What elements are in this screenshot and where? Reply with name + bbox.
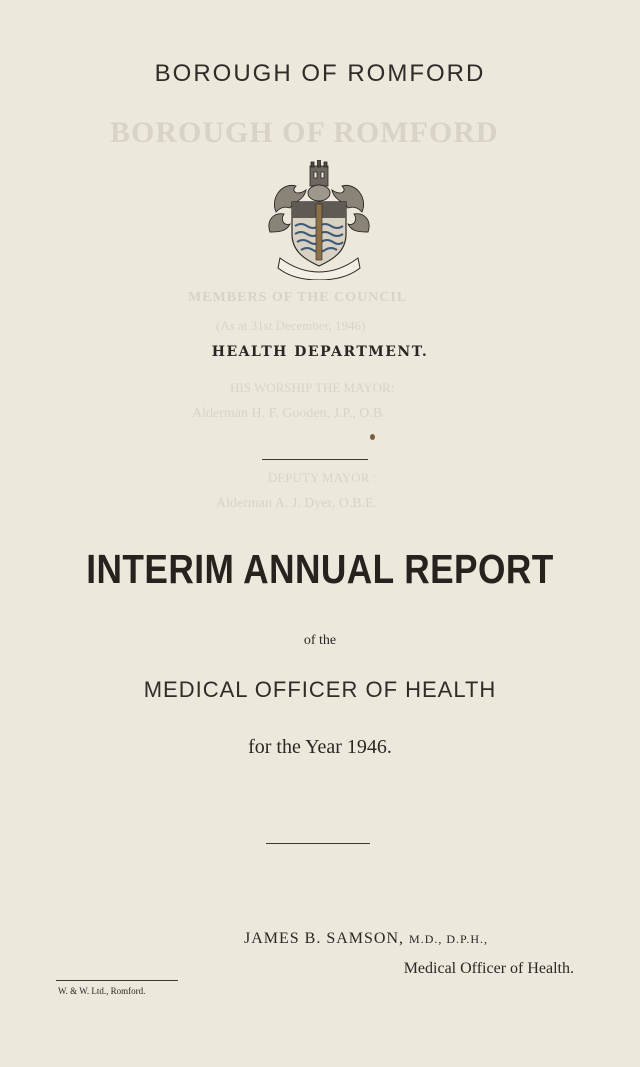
bleed-mayor-title: HIS WORSHIP THE MAYOR: <box>230 380 395 395</box>
printer-rule <box>56 980 178 981</box>
borough-coat-of-arms-icon <box>266 160 372 280</box>
borough-heading: BOROUGH OF ROMFORD <box>154 60 486 87</box>
author-position: Medical Officer of Health. <box>403 960 574 977</box>
bleed-heading: BOROUGH OF ROMFORD <box>110 116 499 149</box>
bleed-members: MEMBERS OF THE COUNCIL <box>188 290 408 305</box>
author-line <box>244 930 488 948</box>
report-title: INTERIM ANNUAL REPORT <box>86 546 554 592</box>
report-period: for the Year 1946. <box>248 736 392 758</box>
bleed-deputy-title: DEPUTY MAYOR : <box>268 470 377 485</box>
department-heading: HEALTH DEPARTMENT. <box>211 344 429 360</box>
bleed-date: (As at 31st December, 1946) <box>216 318 366 333</box>
bleed-deputy-name: Alderman A. J. Dyer, O.B.E. <box>216 496 378 511</box>
bleed-mayor-name: Alderman H. F. Gooden, J.P., O.B. <box>192 406 386 421</box>
crest-crown <box>310 160 328 186</box>
divider-top <box>262 459 368 460</box>
author-degrees: M.D., D.P.H., <box>409 932 489 946</box>
of-the-text: of the <box>303 633 337 648</box>
author-name: JAMES B. SAMSON, <box>244 930 405 947</box>
printer-imprint: W. & W. Ltd., Romford. <box>58 986 146 996</box>
divider-bottom <box>266 843 370 844</box>
ink-spot <box>370 434 375 440</box>
report-subject: MEDICAL OFFICER OF HEALTH <box>143 677 497 702</box>
